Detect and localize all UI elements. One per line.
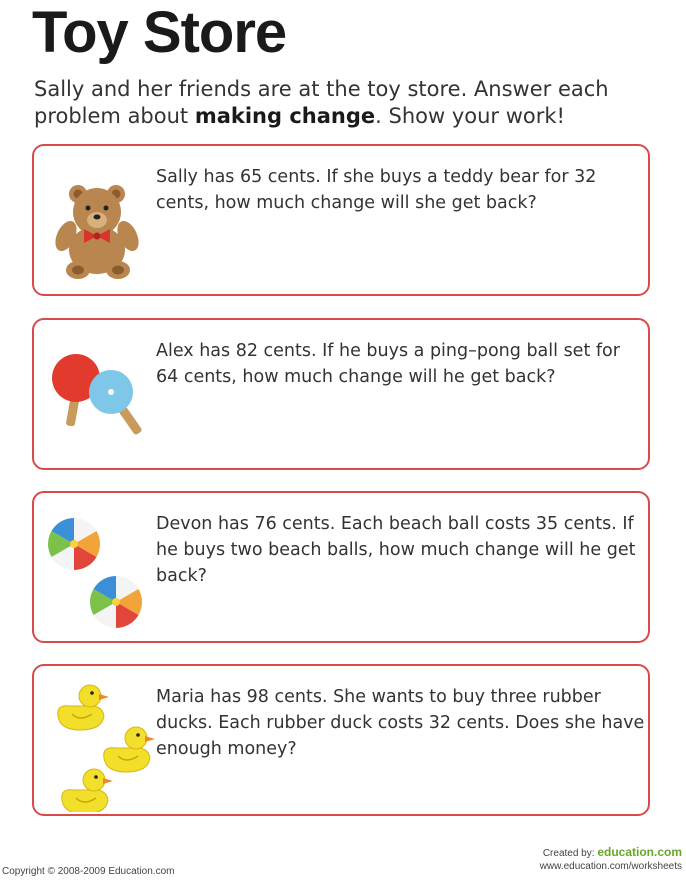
intro-text-emphasis: making change xyxy=(194,104,376,128)
intro-text-end: . Show your work! xyxy=(375,104,565,128)
problem-card-1 xyxy=(32,144,650,296)
problem-card-3 xyxy=(32,491,650,643)
created-by-label: Created by: xyxy=(542,848,595,859)
page-title: Toy Store xyxy=(32,0,287,65)
ping-pong-paddles-icon xyxy=(42,326,162,466)
problem-text: Alex has 82 cents. If he buys a ping–pong ball set for 64 cents, how much change will he get back? xyxy=(156,341,620,387)
credit-block xyxy=(540,846,682,873)
intro-text xyxy=(34,76,654,130)
teddy-bear-icon xyxy=(42,152,162,292)
problem-text: Sally has 65 cents. If she buys a teddy bear for 32 cents, how much change will she get back? xyxy=(156,167,597,213)
copyright-text: Copyright © 2008-2009 Education.com xyxy=(2,866,175,877)
problem-text: Maria has 98 cents. She wants to buy three rubber ducks. Each rubber duck costs 32 cents. Does she have enough money? xyxy=(156,687,645,759)
intro-text-start: Sally and her friends are at the toy store. Answer each problem about xyxy=(34,77,609,128)
beach-balls-icon xyxy=(42,499,162,639)
rubber-ducks-icon xyxy=(42,672,162,812)
worksheets-url[interactable]: www.education.com/worksheets xyxy=(539,861,682,872)
problem-card-2 xyxy=(32,318,650,470)
problem-text: Devon has 76 cents. Each beach ball costs 35 cents. If he buys two beach balls, how much change will he get back? xyxy=(156,514,636,586)
problem-card-4 xyxy=(32,664,650,816)
brand-logo: education.com xyxy=(597,845,682,859)
